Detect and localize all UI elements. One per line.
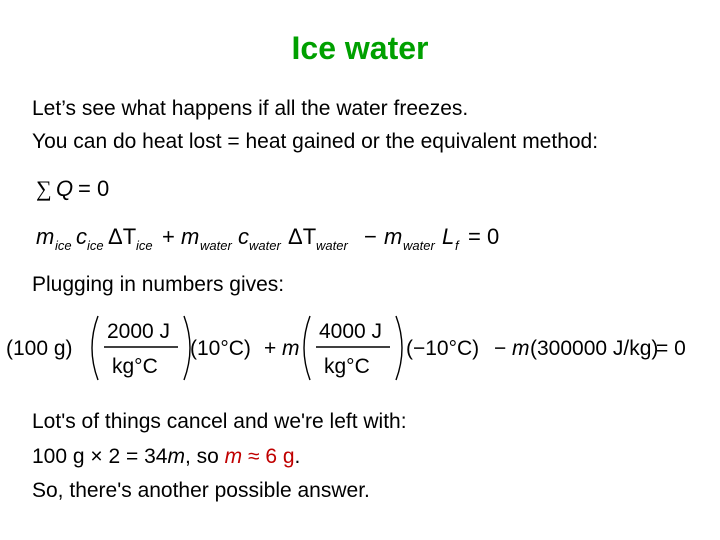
result-var: m: [167, 445, 185, 468]
temp1-value: (10°C): [190, 337, 251, 360]
q-symbol: Q: [56, 176, 74, 201]
dt-ice-sub: ice: [136, 238, 153, 253]
m-ice: m: [36, 224, 55, 249]
result-mid: , so: [184, 445, 225, 468]
c-ice-sub: ice: [87, 238, 104, 253]
mass-value: (100 g): [6, 337, 73, 360]
m-var-b: m: [512, 337, 530, 360]
sum-q-equation: [32, 172, 172, 204]
m-ice-sub: ice: [55, 238, 72, 253]
frac1-den: kg°C: [112, 355, 158, 378]
dt-ice: ΔT: [108, 224, 137, 249]
paren-left-1: [92, 316, 98, 380]
c-water-sub: water: [249, 238, 281, 253]
equals-zero: = 0: [78, 176, 110, 201]
balance-equation: [36, 218, 516, 258]
m-water-2-sub: water: [403, 238, 435, 253]
sum-symbol: ∑: [36, 176, 52, 201]
minus-sign: −: [364, 224, 377, 249]
result-line-1: Lot's of things cancel and we're left with:: [32, 410, 407, 433]
result-end: .: [294, 445, 301, 468]
dt-water: ΔT: [288, 224, 317, 249]
numbers-equals-zero: = 0: [656, 337, 686, 360]
m-water: m: [181, 224, 200, 249]
paren-left-2: [304, 316, 310, 380]
m-var-a: m: [282, 337, 300, 360]
plus-sign: +: [162, 224, 175, 249]
dt-water-sub: water: [316, 238, 348, 253]
minus-sign-2: −: [494, 337, 507, 360]
m-water-2: m: [384, 224, 403, 249]
numbers-equation: [6, 310, 716, 386]
m-water-sub: water: [200, 238, 232, 253]
plugging-text: Plugging in numbers gives:: [32, 273, 285, 296]
l-symbol: L: [442, 224, 455, 249]
latent-value: (300000 J/kg): [530, 337, 659, 360]
slide-title: Ice water: [291, 30, 429, 66]
result-prefix: 100 g × 2 = 34: [32, 445, 168, 468]
result-line-3: So, there's another possible answer.: [32, 479, 370, 502]
c-ice: c: [76, 224, 87, 249]
frac2-den: kg°C: [324, 355, 370, 378]
answer-value: ≈ 6 g: [242, 445, 295, 468]
plus-sign-2: +: [264, 337, 277, 360]
frac2-num: 4000 J: [319, 320, 383, 343]
l-sub: f: [455, 238, 459, 253]
result-line-2: [32, 442, 300, 472]
frac1-num: 2000 J: [107, 320, 171, 343]
balance-equals-zero: = 0: [468, 224, 500, 249]
intro-line-1: Let’s see what happens if all the water freezes.: [32, 97, 469, 120]
answer-var: m: [224, 445, 243, 468]
paren-right-2: [396, 316, 402, 380]
c-water: c: [238, 224, 249, 249]
intro-line-2: You can do heat lost = heat gained or the equivalent method:: [32, 130, 599, 153]
temp2-value: (−10°C): [406, 337, 480, 360]
